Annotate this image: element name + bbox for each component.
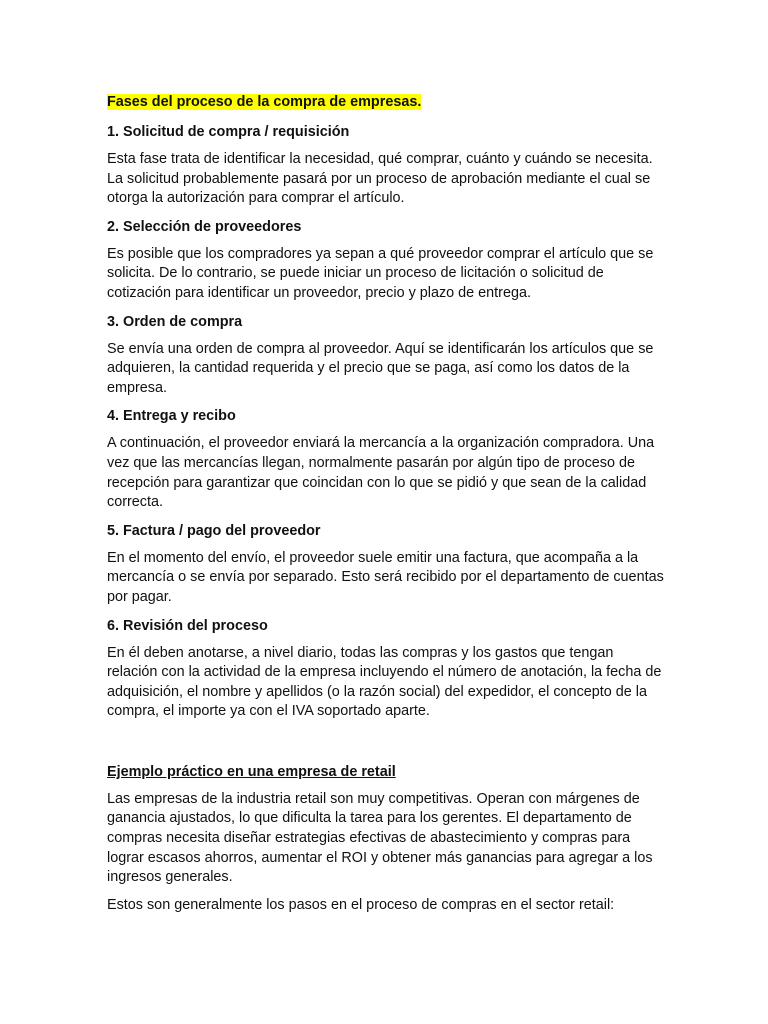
document-title: Fases del proceso de la compra de empresas. (107, 94, 422, 110)
section-body-revision: En él deben anotarse, a nivel diario, todas las compras y los gastos que tengan relación con la actividad de la empresa incluyendo el número de anotación, la fecha de adquisición, el nombre y apellidos (o la razón social) del expedidor, el concepto de la compra, el importe ya con el IVA soportado aparte. (107, 644, 662, 720)
example-paragraph: Estos son generalmente los pasos en el proceso de compras en el sector retail: (107, 896, 615, 913)
example-paragraph: Las empresas de la industria retail son muy competitivas. Operan con márgenes de ganancia ajustados, lo que dificulta la tarea para los gerentes. El departamento de compras necesita diseñar estrategias efectivas de abastecimiento y compras para lograr escasos ahorros, aumentar el ROI y obtener más ganancias para agregar a los ingresos generales. (107, 790, 653, 886)
section-heading-revision: 6. Revisión del proceso (107, 617, 268, 634)
example-heading: Ejemplo práctico en una empresa de retail (107, 763, 396, 780)
section-heading-solicitud: 1. Solicitud de compra / requisición (107, 124, 350, 140)
section-heading-factura: 5. Factura / pago del proveedor (107, 522, 321, 539)
section-heading-orden: 3. Orden de compra (107, 313, 243, 330)
document-page (107, 90, 667, 923)
section-heading-entrega: 4. Entrega y recibo (107, 408, 236, 425)
section-body-factura: En el momento del envío, el proveedor suele emitir una factura, que acompaña a la mercancía o se envía por separado. Esto será recibido por el departamento de cuentas por pagar. (107, 549, 664, 605)
section-body-solicitud: Esta fase trata de identificar la necesidad, qué comprar, cuánto y cuándo se necesita. La solicitud probablemente pasará por un proceso de aprobación mediante el cual se otorga la autorización para comprar el artículo. (107, 151, 653, 207)
section-body-seleccion: Es posible que los compradores ya sepan a qué proveedor comprar el artículo que se solicita. De lo contrario, se puede iniciar un proceso de licitación o solicitud de cotización para identificar un proveedor, precio y plazo de entrega. (107, 245, 654, 301)
section-body-entrega: A continuación, el proveedor enviará la mercancía a la organización compradora. Una vez que las mercancías llegan, normalmente pasarán por algún tipo de proceso de recepción para garantizar que coincidan con lo que se pidió y que sean de la calidad correcta. (107, 435, 655, 511)
section-body-orden: Se envía una orden de compra al proveedor. Aquí se identificarán los artículos que se adquieren, la cantidad requerida y el precio que se paga, así como los datos de la empresa. (107, 340, 654, 396)
title-line (107, 90, 667, 114)
section-heading-seleccion: 2. Selección de proveedores (107, 218, 302, 235)
